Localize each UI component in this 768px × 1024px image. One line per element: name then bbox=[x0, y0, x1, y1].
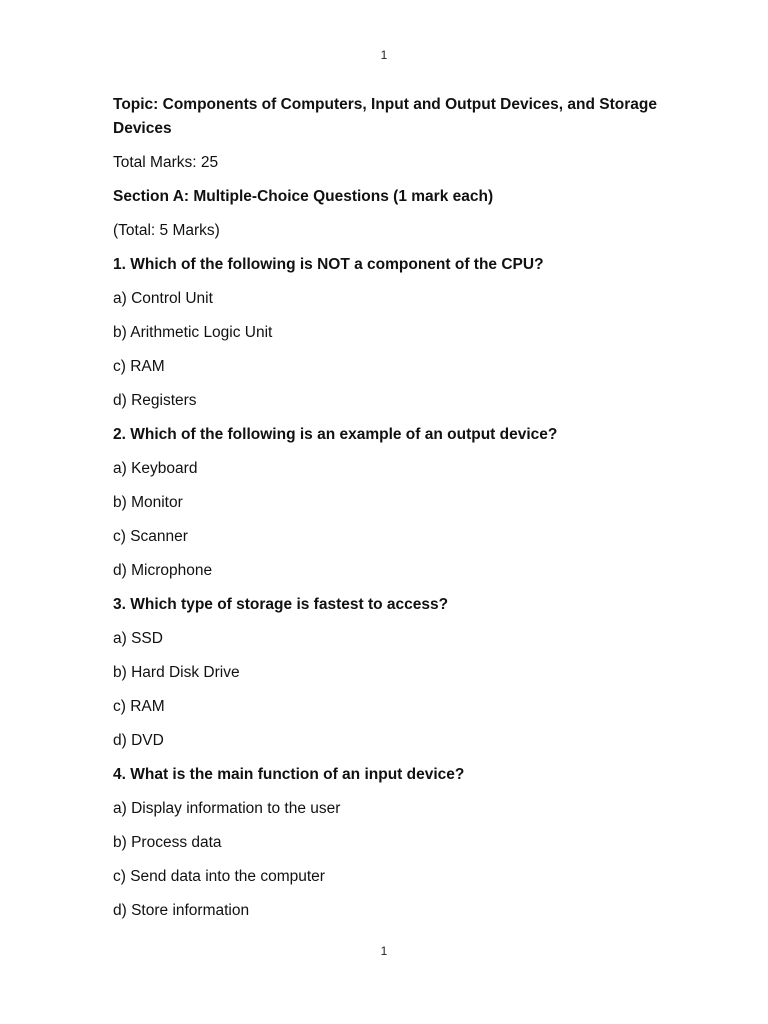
section-a-title: Section A: Multiple-Choice Questions (1 mark each) bbox=[113, 188, 494, 205]
answer-option: d) Store information bbox=[113, 902, 250, 919]
question-4 bbox=[113, 763, 673, 923]
header-page-number: 1 bbox=[380, 48, 388, 62]
answer-option: b) Monitor bbox=[113, 494, 183, 511]
answer-option: d) Registers bbox=[113, 392, 197, 409]
answer-option: c) Send data into the computer bbox=[113, 868, 325, 885]
answer-option: a) SSD bbox=[113, 630, 163, 647]
topic-heading: Topic: Components of Computers, Input and Output Devices, and Storage Devices bbox=[113, 96, 657, 137]
question-text: 2. Which of the following is an example of an output device? bbox=[113, 426, 558, 443]
answer-option: d) DVD bbox=[113, 732, 164, 749]
question-text: 1. Which of the following is NOT a component of the CPU? bbox=[113, 256, 544, 273]
answer-option: c) RAM bbox=[113, 698, 165, 715]
answer-option: b) Hard Disk Drive bbox=[113, 664, 240, 681]
question-2 bbox=[113, 423, 673, 583]
answer-option: b) Process data bbox=[113, 834, 222, 851]
section-a-total: (Total: 5 Marks) bbox=[113, 222, 220, 239]
footer-page-number: 1 bbox=[380, 944, 388, 958]
answer-option: d) Microphone bbox=[113, 562, 213, 579]
answer-option: c) RAM bbox=[113, 358, 165, 375]
document-body bbox=[113, 93, 673, 933]
answer-option: a) Keyboard bbox=[113, 460, 198, 477]
answer-option: a) Control Unit bbox=[113, 290, 213, 307]
question-1 bbox=[113, 253, 673, 413]
answer-option: a) Display information to the user bbox=[113, 800, 341, 817]
answer-option: c) Scanner bbox=[113, 528, 188, 545]
question-text: 3. Which type of storage is fastest to access? bbox=[113, 596, 449, 613]
question-text: 4. What is the main function of an input device? bbox=[113, 766, 465, 783]
total-marks: Total Marks: 25 bbox=[113, 154, 219, 171]
question-3 bbox=[113, 593, 673, 753]
answer-option: b) Arithmetic Logic Unit bbox=[113, 324, 273, 341]
